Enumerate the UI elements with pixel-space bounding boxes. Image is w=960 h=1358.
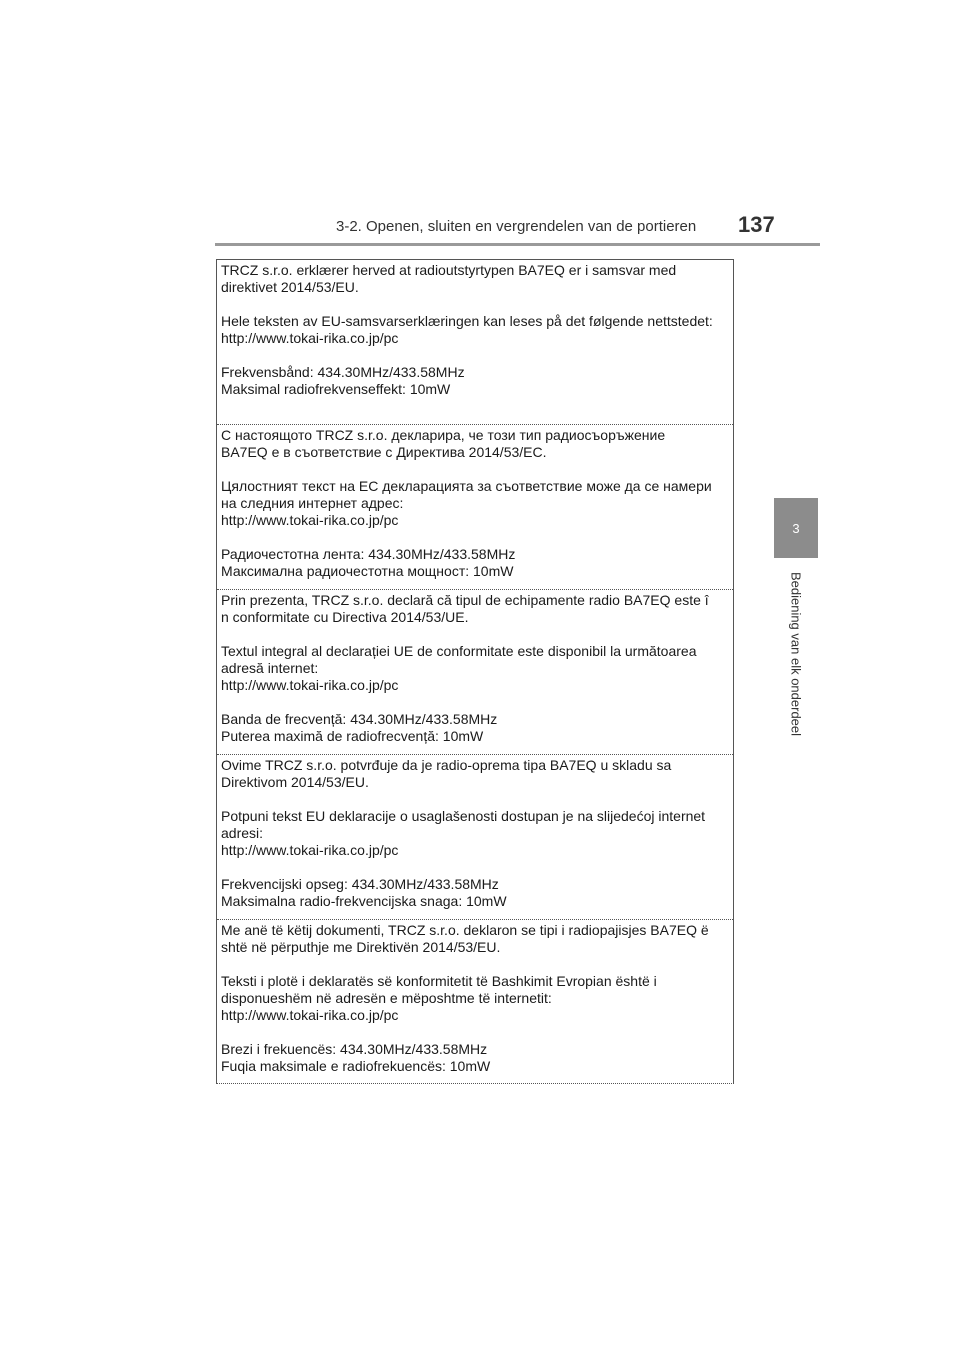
text-line: Maksimalna radio-frekvencijska snaga: 10mW (221, 893, 507, 909)
declaration-paragraph (221, 876, 733, 910)
page-number: 137 (738, 212, 775, 237)
url-line: http://www.tokai-rika.co.jp/pc (221, 512, 399, 528)
text-line: Textul integral al declarației UE de conformitate este disponibil la următoarea (221, 643, 697, 659)
text-line: adresi: (221, 825, 264, 841)
declaration-paragraph (221, 546, 733, 580)
text-line: Maksimal radiofrekvenseffekt: 10mW (221, 381, 451, 397)
text-line: Me anë të këtij dokumenti, TRCZ s.r.o. deklaron se tipi i radiopajisjes BA7EQ ë (221, 922, 709, 938)
text-line: BA7EQ е в съответствие с Директива 2014/53/ЕС. (221, 444, 547, 460)
text-line: Puterea maximă de radiofrecvență: 10mW (221, 728, 484, 744)
declaration-paragraph (221, 427, 733, 461)
text-line: Banda de frecvență: 434.30MHz/433.58MHz (221, 711, 498, 727)
text-line: Prin prezenta, TRCZ s.r.o. declară că tipul de echipamente radio BA7EQ este î (221, 592, 709, 608)
declaration-section (217, 755, 733, 920)
text-line: Hele teksten av EU-samsvarserklæringen kan leses på det følgende nettstedet: (221, 313, 713, 329)
declaration-paragraph (221, 757, 733, 791)
text-line: TRCZ s.r.o. erklærer herved at radioutstyrtypen BA7EQ er i samsvar med (221, 262, 677, 278)
chapter-label: Bediening van elk onderdeel (788, 571, 804, 737)
declaration-section (217, 590, 733, 755)
declaration-paragraph (221, 478, 733, 529)
text-line: Frekvensbånd: 434.30MHz/433.58MHz (221, 364, 465, 380)
declaration-paragraph (221, 973, 733, 1024)
url-line: http://www.tokai-rika.co.jp/pc (221, 677, 399, 693)
text-line: Brezi i frekuencës: 434.30MHz/433.58MHz (221, 1041, 488, 1057)
text-line: Ovime TRCZ s.r.o. potvrđuje da je radio-oprema tipa BA7EQ u skladu sa (221, 757, 672, 773)
text-line: disponueshëm në adresën e mëposhtme të internetit: (221, 990, 552, 1006)
declaration-paragraph (221, 364, 733, 398)
text-line: Frekvencijski opseg: 434.30MHz/433.58MHz (221, 876, 499, 892)
text-line: Цялостният текст на ЕС декларацията за съответствие може да се намери (221, 478, 712, 494)
declaration-paragraph (221, 808, 733, 859)
declaration-paragraph (221, 592, 733, 626)
declaration-section (217, 920, 733, 1084)
text-line: adresă internet: (221, 660, 319, 676)
text-line: Potpuni tekst EU deklaracije o usaglašenosti dostupan je na slijedećoj internet (221, 808, 706, 824)
chapter-number: 3 (792, 520, 800, 536)
text-line: Direktivom 2014/53/EU. (221, 774, 369, 790)
text-line: Teksti i plotë i deklaratës së konformitetit të Bashkimit Evropian është i (221, 973, 657, 989)
declaration-paragraph (221, 643, 733, 694)
url-line: http://www.tokai-rika.co.jp/pc (221, 330, 399, 346)
declaration-paragraph (221, 1041, 733, 1075)
declaration-box (216, 259, 734, 1084)
declaration-paragraph (221, 922, 733, 956)
chapter-tab (774, 498, 818, 558)
text-line: С настоящото TRCZ s.r.o. декларира, че този тип радиосъоръжение (221, 427, 666, 443)
declaration-section (217, 425, 733, 590)
text-line: на следния интернет адрес: (221, 495, 404, 511)
text-line: direktivet 2014/53/EU. (221, 279, 359, 295)
section-title: 3-2. Openen, sluiten en vergrendelen van de portieren (336, 218, 697, 235)
text-line: Максимална радиочестотна мощност: 10mW (221, 563, 514, 579)
text-line: n conformitate cu Directiva 2014/53/UE. (221, 609, 469, 625)
text-line: shtë në përputhje me Direktivën 2014/53/EU. (221, 939, 501, 955)
text-line: Радиочестотна лента: 434.30MHz/433.58MHz (221, 546, 516, 562)
declaration-paragraph (221, 262, 733, 296)
declaration-paragraph (221, 313, 733, 347)
header-divider (215, 243, 820, 246)
url-line: http://www.tokai-rika.co.jp/pc (221, 842, 399, 858)
declaration-section (217, 260, 733, 425)
url-line: http://www.tokai-rika.co.jp/pc (221, 1007, 399, 1023)
text-line: Fuqia maksimale e radiofrekuencës: 10mW (221, 1058, 491, 1074)
declaration-paragraph (221, 711, 733, 745)
